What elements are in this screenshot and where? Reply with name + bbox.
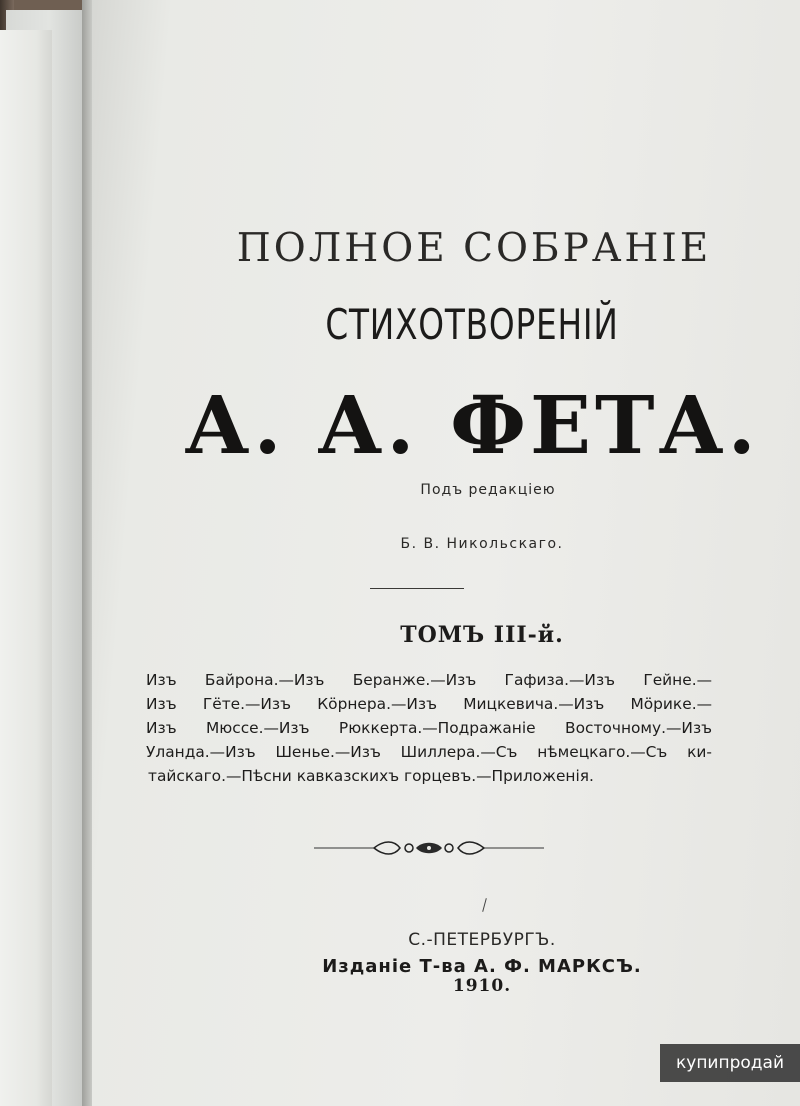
contents-line: тайскаго.—Пѣсни кавказскихъ горцевъ.—Приложенія.: [148, 767, 594, 785]
contents-line: Изъ Мюссе.—Изъ Рюккерта.—Подражаніе Восточному.—Изъ: [146, 719, 712, 737]
ink-mark: [482, 898, 487, 912]
contents-list: [146, 668, 712, 788]
contents-line: Уланда.—Изъ Шенье.—Изъ Шиллера.—Съ нѣмецкаго.—Съ ки-: [146, 743, 712, 761]
publisher-name: Изданіе Т-ва А. Ф. МАРКСЪ.: [322, 956, 642, 977]
site-watermark: купипродай: [660, 1044, 800, 1082]
left-page-edge: [0, 30, 52, 1106]
title-line-1: ПОЛНОЕ СОБРАНІЕ: [236, 226, 712, 271]
editor-prefix: Подъ редакціею: [420, 482, 556, 498]
author-name: А. А. ФЕТА.: [184, 378, 760, 472]
divider-rule: [370, 588, 464, 589]
editor-name: Б. В. Никольскаго.: [400, 536, 564, 552]
publisher-city: С.-ПЕТЕРБУРГЪ.: [408, 930, 556, 950]
contents-line: Изъ Гёте.—Изъ Кöрнера.—Изъ Мицкевича.—Изъ Мöрике.—: [146, 695, 712, 713]
volume-number: ТОМЪ III-й.: [400, 622, 564, 648]
contents-line: Изъ Байрона.—Изъ Беранже.—Изъ Гафиза.—Изъ Гейне.—: [146, 671, 712, 689]
title-page: [92, 0, 800, 1106]
ornament-divider: [314, 838, 544, 858]
publication-year: 1910.: [452, 976, 512, 996]
title-line-2: СТИХОТВОРЕНІЙ: [325, 300, 619, 349]
